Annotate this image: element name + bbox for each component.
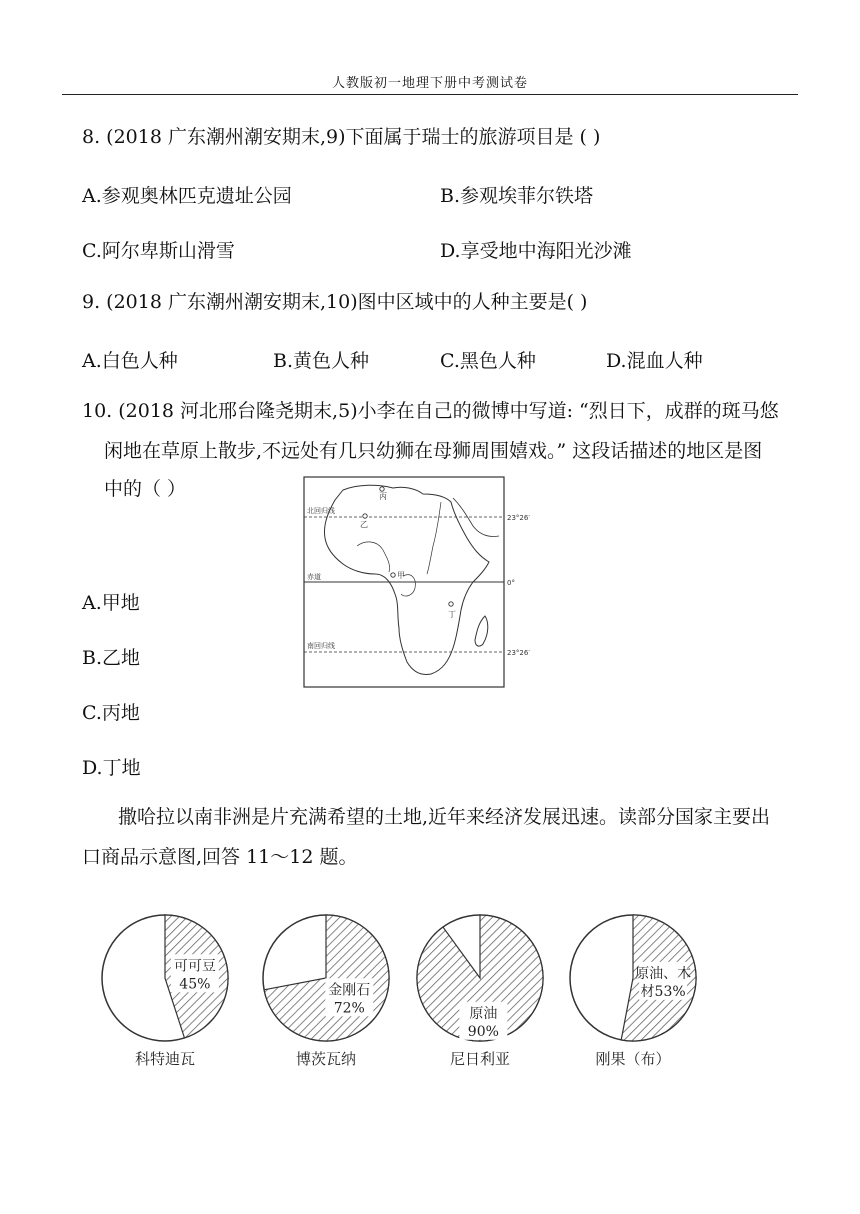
question-10-option-a: A.甲地 — [82, 592, 140, 614]
question-10-stem-line-3: 中的（ ） — [104, 478, 187, 500]
question-10-stem-line-1: 10. (2018 河北邢台隆尧期末,5)小李在自己的微博中写道: “烈日下，成群的斑马悠 — [82, 400, 779, 422]
tropic-south-label: 南回归线 — [307, 642, 335, 650]
pie-label-4: 原油、木 — [635, 965, 692, 982]
nile-river — [427, 502, 441, 574]
question-8-option-a: A.参观奥林匹克遗址公园 — [82, 185, 292, 207]
tropic-north-latitude: 23°26′ — [507, 514, 530, 522]
question-8-stem: 8. (2018 广东潮州潮安期末,9)下面属于瑞士的旅游项目是 ( ) — [82, 126, 601, 148]
pie-label-1: 可可豆 — [173, 958, 216, 975]
tropic-north-label: 北回归线 — [307, 507, 335, 515]
point-yi-marker — [363, 514, 367, 518]
pie-country-1: 科特迪瓦 — [134, 1050, 196, 1068]
pie-country-3: 尼日利亚 — [449, 1050, 511, 1068]
question-8-option-b: B.参观埃菲尔铁塔 — [440, 185, 594, 207]
point-ding-label: 丁 — [448, 610, 456, 619]
header-divider — [62, 94, 798, 95]
question-10-stem-line-2: 闲地在草原上散步,不远处有几只幼狮在母狮周围嬉戏。” 这段话描述的地区是图 — [104, 440, 763, 462]
point-bing-label: 丙 — [379, 492, 387, 501]
africa-map — [303, 476, 530, 688]
point-bing-marker — [380, 487, 384, 491]
pie-label-3: 原油 — [469, 1005, 498, 1022]
question-9-stem: 9. (2018 广东潮州潮安期末,10)图中区域中的人种主要是( ) — [82, 291, 588, 313]
madagascar-outline — [475, 616, 488, 646]
pie-country-4: 刚果（布） — [595, 1050, 671, 1068]
pie-value-1: 45% — [179, 976, 211, 993]
niger-river — [357, 542, 390, 572]
equator-label: 赤道 — [307, 573, 321, 581]
point-jia-marker — [391, 573, 395, 577]
question-10-option-c: C.丙地 — [82, 702, 140, 724]
export-pie-charts — [0, 900, 860, 1080]
africa-outline — [324, 485, 489, 674]
pie-label-2: 金刚石 — [328, 982, 371, 999]
question-9-option-a: A.白色人种 — [82, 350, 178, 372]
question-9-option-b: B.黄色人种 — [273, 350, 370, 372]
question-8-option-d: D.享受地中海阳光沙滩 — [440, 240, 632, 262]
question-10-option-d: D.丁地 — [82, 757, 141, 779]
question-10-option-b: B.乙地 — [82, 647, 141, 669]
tropic-south-latitude: 23°26′ — [507, 649, 530, 657]
intro-line-1: 撒哈拉以南非洲是片充满希望的土地,近年来经济发展迅速。读部分国家主要出 — [118, 806, 771, 828]
pie-country-2: 博茨瓦纳 — [295, 1050, 357, 1068]
question-9-option-c: C.黑色人种 — [440, 350, 536, 372]
point-ding-marker — [449, 602, 453, 606]
question-8-option-c: C.阿尔卑斯山滑雪 — [82, 240, 235, 262]
pie-value-3: 90% — [467, 1023, 499, 1040]
header-title: 人教版初一地理下册中考测试卷 — [331, 76, 528, 91]
equator-latitude: 0° — [507, 579, 515, 587]
pie-value-2: 72% — [333, 1000, 365, 1017]
intro-line-2: 口商品示意图,回答 11～12 题。 — [82, 846, 358, 868]
pie-value-4: 材53% — [640, 983, 686, 1000]
point-jia-label: 甲 — [397, 571, 405, 580]
question-9-option-d: D.混血人种 — [606, 350, 703, 372]
point-yi-label: 乙 — [360, 520, 368, 529]
